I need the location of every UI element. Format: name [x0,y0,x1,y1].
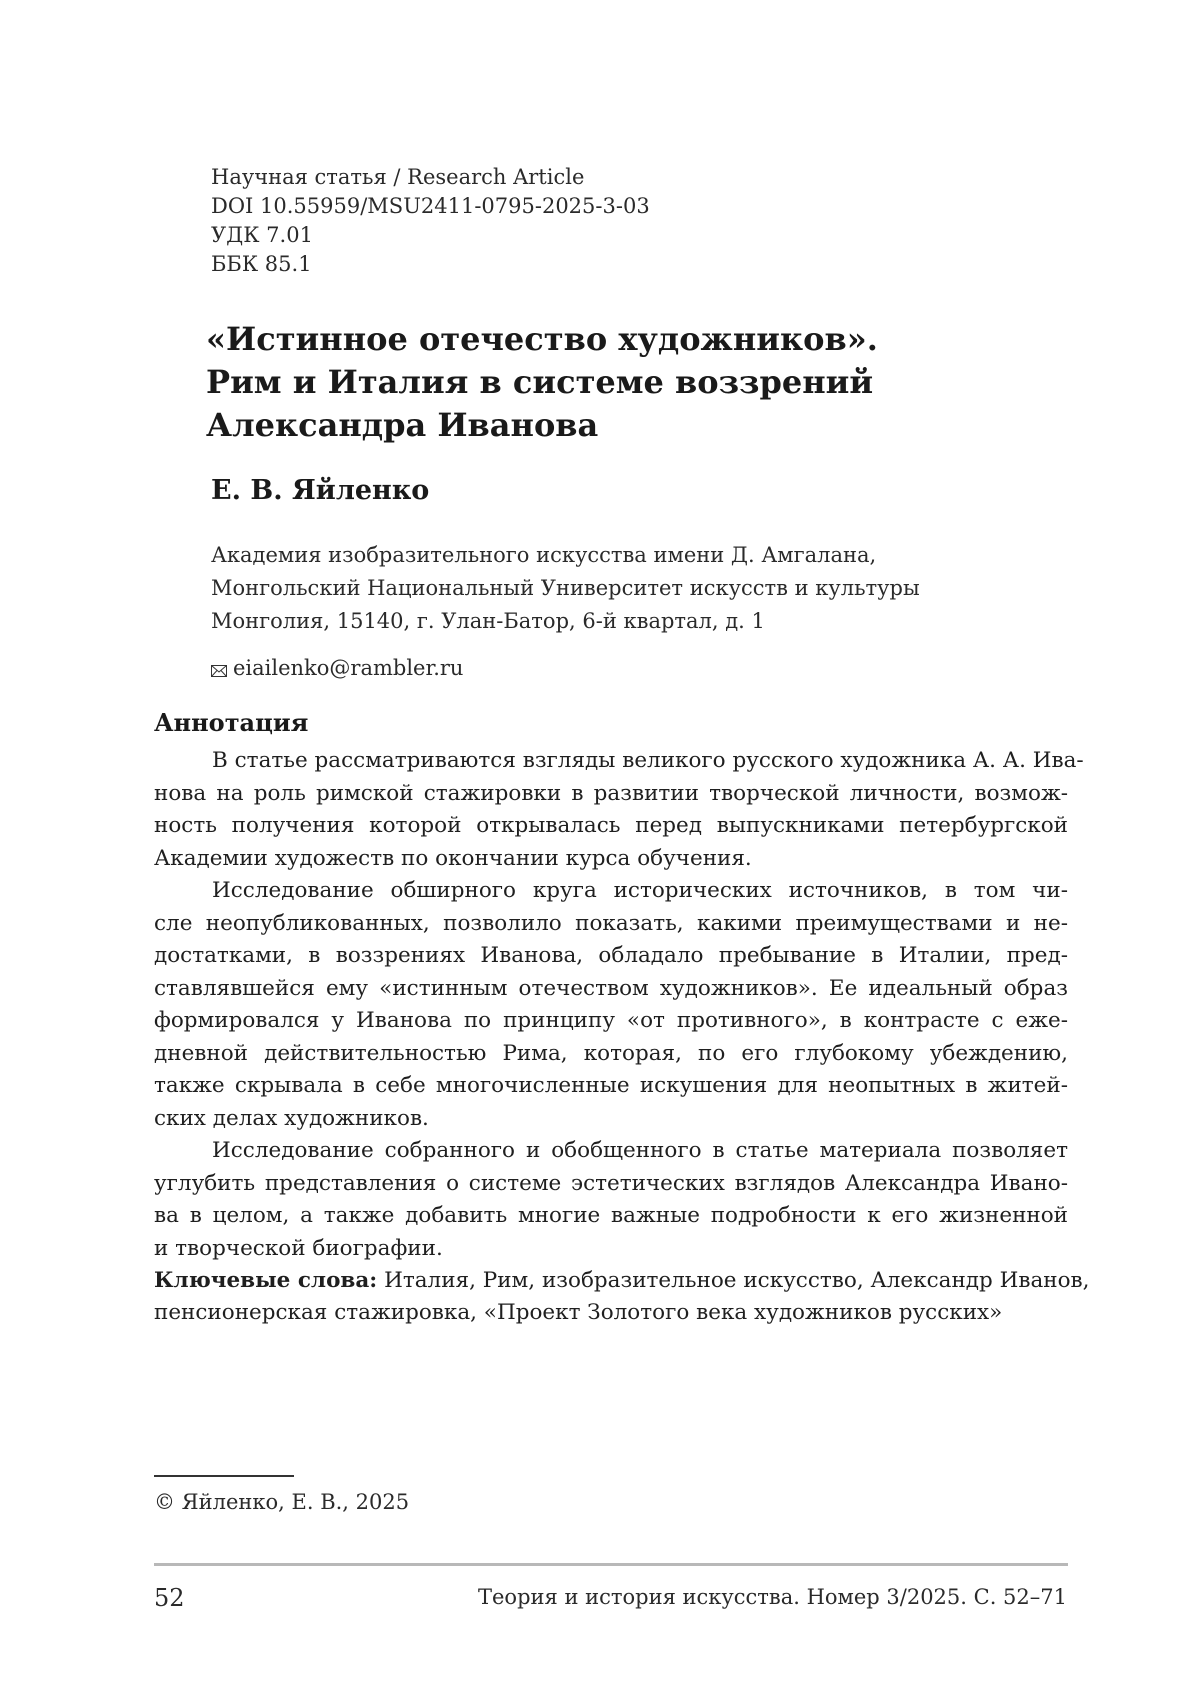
affiliation-line-3: Монголия, 15140, г. Улан-Батор, 6-й квартал, д. 1 [211,609,765,633]
footer-divider [154,1563,1068,1566]
abstract-line: также скрывала в себе многочисленные искушения для неопытных в житей- [154,1073,1068,1098]
title-line-1: «Истинное отечество художников». [206,320,878,358]
keywords [154,1265,1090,1329]
keywords-line-2: пенсионерская стажировка, «Проект Золотого века художников русских» [154,1300,1003,1325]
abstract-line: Академии художеств по окончании курса обучения. [154,845,752,871]
abstract-line: ность получения которой открывалась перед выпускниками петербургской [154,813,1068,838]
affiliation-line-2: Монгольский Национальный Университет искусств и культуры [211,576,920,600]
bbk-code: ББК 85.1 [211,252,312,276]
abstract-line: ских делах художников. [154,1105,429,1131]
abstract-heading: Аннотация [154,708,309,737]
abstract-body [154,745,1084,1265]
article-type: Научная статья / Research Article [211,165,585,189]
author-email [211,656,463,682]
title-line-2: Рим и Италия в системе воззрений [206,363,874,401]
affiliation [211,539,920,638]
keywords-text-1: Италия, Рим, изобразительное искусство, Александр Иванов, [377,1268,1090,1293]
keywords-label: Ключевые слова: [154,1268,378,1293]
abstract-line: достатками, в воззрениях Иванова, обладало пребывание в Италии, пред- [154,943,1068,968]
abstract-line: ва в целом, а также добавить многие важные подробности к его жизненной [154,1203,1068,1228]
copyright-notice: © Яйленко, Е. В., 2025 [154,1490,410,1514]
abstract-line: сле неопубликованных, позволило показать, какими преимуществами и не- [154,910,1068,936]
footnote-divider [154,1475,294,1477]
keywords-line-1 [154,1265,1090,1297]
udc-code: УДК 7.01 [211,223,313,247]
abstract-line: нова на роль римской стажировки в развитии творческой личности, возмож- [154,780,1068,806]
envelope-icon [211,658,227,682]
abstract-line: и творческой биографии. [154,1235,443,1261]
abstract-line: дневной действительностью Рима, которая, по его глубокому убеждению, [154,1040,1068,1066]
abstract-line: формировался у Иванова по принципу «от противного», в контрасте с еже- [154,1008,1068,1033]
abstract-line: В статье рассматриваются взгляды великого русского художника А. А. Ива- [212,748,1084,773]
email-address[interactable]: eiailenko@rambler.ru [233,656,464,680]
title-line-3: Александра Иванова [206,406,599,444]
page-number: 52 [154,1584,185,1612]
article-title [206,318,1006,447]
abstract-line: Исследование обширного круга исторических источников, в том чи- [212,878,1068,903]
doi: DOI 10.55959/MSU2411-0795-2025-3-03 [211,194,650,218]
article-metadata [211,163,650,279]
affiliation-line-1: Академия изобразительного искусства имени Д. Амгалана, [211,543,877,567]
abstract-line: ставлявшейся ему «истинным отечеством художников». Ее идеальный образ [154,975,1068,1001]
abstract-line: Исследование собранного и обобщенного в статье материала позволяет [212,1138,1068,1163]
abstract-line: углубить представления о системе эстетических взглядов Александра Ивано- [154,1170,1068,1196]
journal-citation: Теория и история искусства. Номер 3/2025. С. 52–71 [478,1585,1067,1609]
author-name: Е. В. Яйленко [211,475,430,506]
